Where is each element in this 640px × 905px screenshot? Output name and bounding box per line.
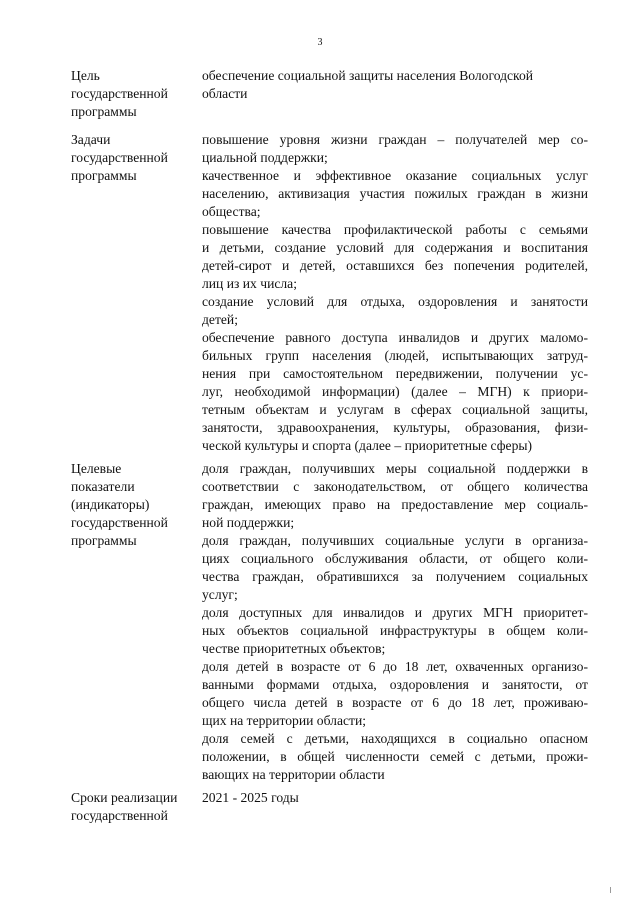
content-line: лиц из их числа; [202,276,297,291]
label-line: государственной [71,150,168,165]
row-label [71,460,193,550]
content-line: повышение качества профилактической работы с семьями [202,222,588,237]
row-content [202,460,588,784]
row-label [71,131,193,185]
content-line: соответствии с законодательством, от общего количества [202,479,588,494]
content-line: качественное и эффективное оказание социальных услуг [202,168,588,183]
label-line: показатели [71,479,135,494]
page-number: 3 [317,37,323,48]
content-line: щих на территории области; [202,713,367,728]
content-line: услуг; [202,587,238,602]
content-line: нения при самостоятельном передвижении, получении ус- [202,366,588,381]
scan-mark [610,887,611,893]
content-line: занятости, здравоохранения, культуры, образования, физи- [202,420,588,435]
content-line: ванными формами отдыха, оздоровления и занятости, от [202,677,588,692]
content-line: повышение уровня жизни граждан – получателей мер со- [202,132,588,147]
content-line: ных объектов социальной инфраструктуры в общем коли- [202,623,588,638]
content-line: ной поддержки; [202,515,295,530]
content-line: бильных групп населения (людей, испытывающих затруд- [202,348,588,363]
row-content [202,131,588,455]
label-line: Сроки реализации [71,790,178,805]
content-line: детей-сирот и детей, оставшихся без попечения родителей, [202,258,588,273]
content-line: и детьми, создание условий для содержания и воспитания [202,240,588,255]
label-line: (индикаторы) [71,497,150,512]
label-line: государственной [71,808,168,823]
content-line: доля детей в возрасте от 6 до 18 лет, охваченных организо- [202,659,588,674]
label-line: программы [71,533,137,548]
content-line: циях социального обслуживания области, от общего коли- [202,551,588,566]
content-line: тетным объектам и услугам в сферах социальной защиты, [202,402,588,417]
row-label [71,67,193,121]
content-line: детей; [202,312,238,327]
content-line: положении, в общей численности семей с детьми, прожи- [202,749,588,764]
content-line: вающих на территории области [202,767,385,782]
content-line: ческой культуры и спорта (далее – приоритетные сферы) [202,438,533,453]
content-line: обеспечение социальной защиты населения Вологодской [202,68,534,83]
content-line: доля семей с детьми, находящихся в социально опасном [202,731,588,746]
content-line: создание условий для отдыха, оздоровления и занятости [202,294,588,309]
content-line: честве приоритетных объектов; [202,641,386,656]
content-line: общего числа детей в возрасте от 6 до 18 лет, проживаю- [202,695,588,710]
row-content [202,67,588,103]
content-line: доля граждан, получивших меры социальной поддержки в [202,461,588,476]
label-line: государственной [71,86,168,101]
content-line: обеспечение равного доступа инвалидов и других маломо- [202,330,588,345]
label-line: программы [71,104,137,119]
content-line: области [202,86,248,101]
content-line: общества; [202,204,261,219]
row-label [71,789,193,825]
content-line: доля доступных для инвалидов и других МГН приоритет- [202,605,588,620]
label-line: программы [71,168,137,183]
content-line: луг, необходимой информации) (далее – МГН) к приори- [202,384,588,399]
label-line: Задачи [71,132,111,147]
content-line: 2021 - 2025 годы [202,790,299,805]
row-content [202,789,588,807]
content-line: граждан, имеющих право на предоставление мер социаль- [202,497,588,512]
content-line: доля граждан, получивших социальные услуги в организа- [202,533,588,548]
content-line: населению, активизация участия пожилых граждан в жизни [202,186,588,201]
content-line: циальной поддержки; [202,150,328,165]
label-line: Целевые [71,461,122,476]
label-line: государственной [71,515,168,530]
label-line: Цель [71,68,100,83]
content-line: чества граждан, обратившихся за получением социальных [202,569,588,584]
